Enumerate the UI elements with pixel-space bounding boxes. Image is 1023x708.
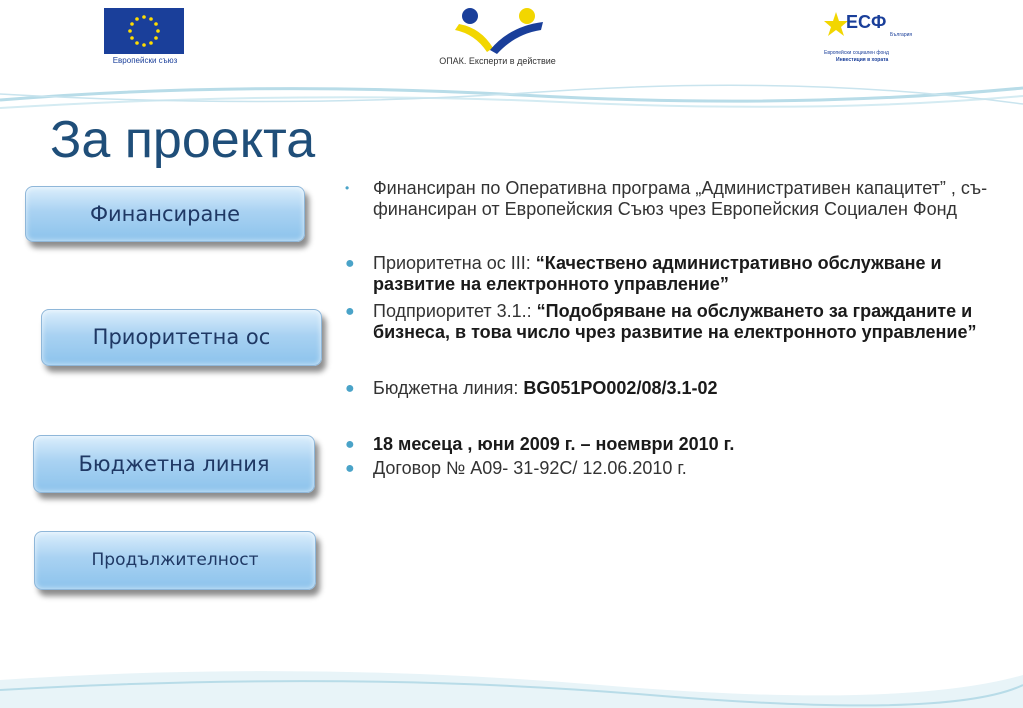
opak-logo bbox=[415, 4, 580, 68]
subpriority-prefix: Подприоритет 3.1.: bbox=[373, 301, 537, 321]
bullet-icon: ● bbox=[345, 255, 355, 272]
list-item bbox=[345, 378, 1005, 399]
opak-caption: ОПАК. Експерти в действие bbox=[439, 56, 556, 66]
duration-value: 18 месеца , юни 2009 г. – ноември 2010 г. bbox=[373, 434, 735, 454]
contract-text: Договор № А09- 31-92С/ 12.06.2010 г. bbox=[373, 458, 687, 478]
financing-text: Финансиран по Оперативна програма „Административен капацитет” , съ-финансиран от Европейския Съюз чрез Европейския Социален Фонд bbox=[373, 178, 988, 219]
esf-brand: ЕСФ bbox=[846, 12, 887, 32]
eu-logo bbox=[104, 8, 186, 66]
list-item bbox=[345, 178, 1005, 220]
esf-caption-1: Европейски социален фонд bbox=[824, 50, 889, 56]
esf-logo bbox=[818, 8, 913, 66]
esf-caption-2: Инвестиция в хората bbox=[836, 57, 889, 63]
budget-value: BG051PO002/08/3.1-02 bbox=[523, 378, 718, 398]
sidebar-item-label: Приоритетна ос bbox=[92, 325, 271, 349]
bullet-icon: ● bbox=[345, 460, 355, 477]
bullet-icon: ● bbox=[345, 436, 355, 453]
eu-flag-icon bbox=[104, 8, 184, 54]
sidebar-item-label: Финансиране bbox=[89, 202, 241, 226]
priority-value: “Качествено административно обслужване и развитие на електронното управление” bbox=[373, 253, 942, 294]
sidebar-item-priority-axis[interactable] bbox=[41, 309, 322, 366]
page-title: За проекта bbox=[50, 111, 316, 169]
list-item bbox=[345, 458, 1005, 479]
footer-wave bbox=[0, 600, 1023, 708]
list-item bbox=[345, 434, 1005, 455]
sidebar-item-budget-line[interactable] bbox=[33, 435, 315, 493]
bullet-icon: ● bbox=[345, 303, 355, 320]
content-panel bbox=[345, 178, 1005, 479]
sidebar-item-label: Продължителност bbox=[91, 550, 259, 570]
list-item bbox=[345, 301, 1005, 343]
sidebar-item-duration[interactable] bbox=[34, 531, 316, 590]
sidebar-item-label: Бюджетна линия bbox=[78, 452, 270, 476]
list-item bbox=[345, 253, 1005, 295]
eu-caption: Европейски съюз bbox=[112, 56, 178, 65]
budget-prefix: Бюджетна линия: bbox=[373, 378, 524, 398]
bullet-icon: • bbox=[345, 181, 350, 195]
sidebar-item-financing[interactable] bbox=[25, 186, 305, 242]
opak-figures-icon bbox=[415, 4, 580, 56]
esf-sub: България bbox=[890, 32, 913, 38]
subpriority-value: “Подобряване на обслужването за гражданите и бизнеса, в това число чрез развитие на електронното управление” bbox=[373, 301, 977, 342]
bullet-icon: ● bbox=[345, 380, 355, 397]
priority-prefix: Приоритетна ос III: bbox=[373, 253, 536, 273]
